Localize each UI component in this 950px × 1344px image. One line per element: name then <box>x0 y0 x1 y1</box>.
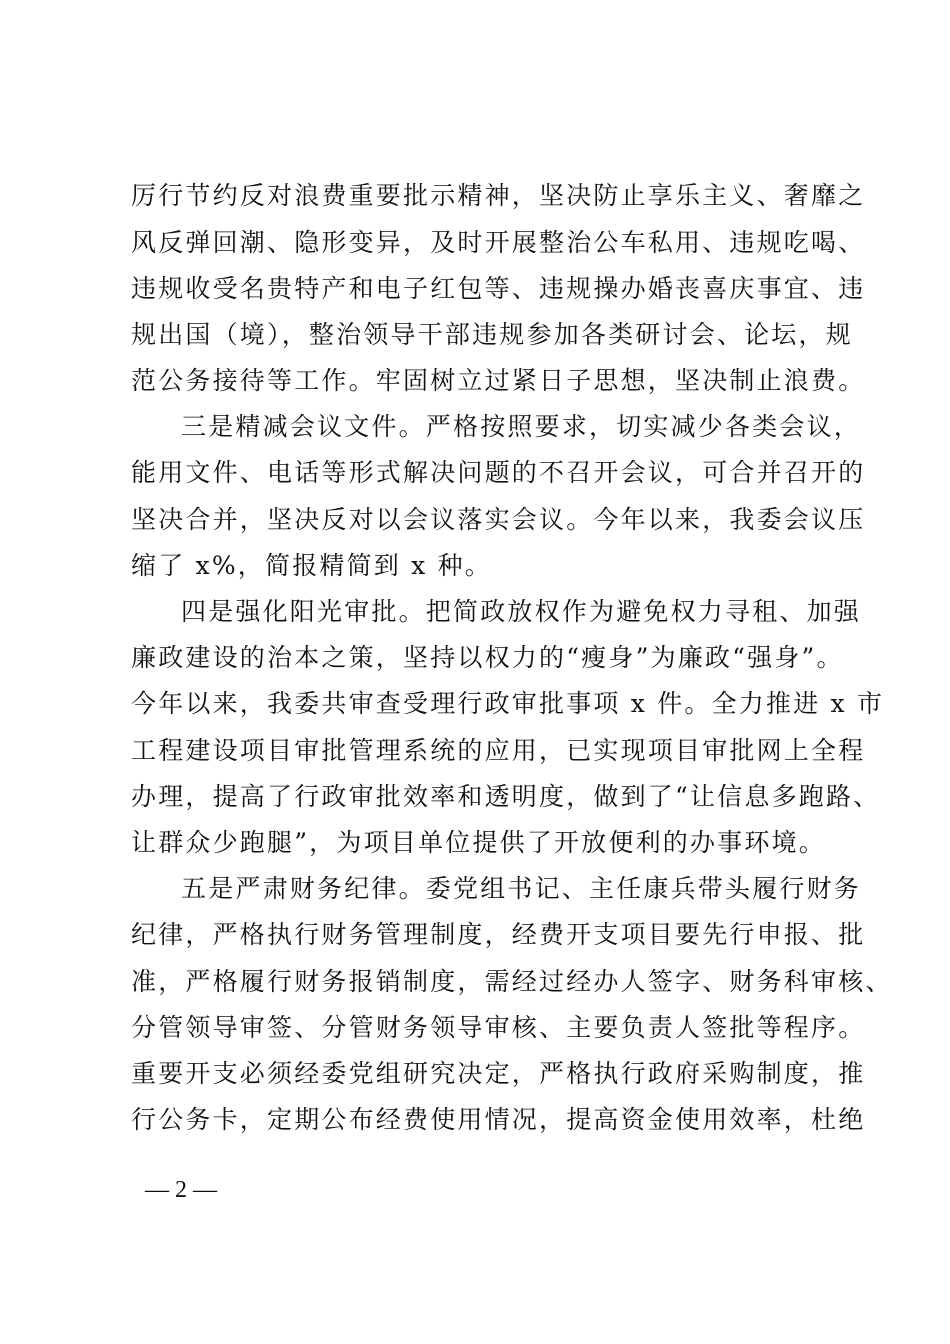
text-line-3: 违规收受名贵特产和电子红包等、违规操办婚丧喜庆事宜、违 <box>131 274 866 303</box>
text-line-5: 范公务接待等工作。牢固树立过紧日子思想，坚决制止浪费。 <box>131 366 866 395</box>
text-line-14: 办理，提高了行政审批效率和透明度，做到了“让信息多跑路、 <box>131 782 881 811</box>
text-line-17: 纪律，严格执行财务管理制度，经费开支项目要先行申报、批 <box>131 920 866 949</box>
text-line-20: 重要开支必须经委党组研究决定，严格执行政府采购制度，推 <box>131 1059 866 1088</box>
text-line-21: 行公务卡，定期公布经费使用情况，提高资金使用效率，杜绝 <box>131 1105 866 1134</box>
text-line-13: 工程建设项目审批管理系统的应用，已实现项目审批网上全程 <box>131 736 866 765</box>
text-line-12: 今年以来，我委共审查受理行政审批事项 x 件。全力推进 x 市 <box>131 689 885 718</box>
text-line-11: 廉政建设的治本之策，坚持以权力的“瘦身”为廉政“强身”。 <box>131 643 844 672</box>
page-number: — 2 — <box>145 1177 217 1203</box>
paragraph-4-heading-line: 四是强化阳光审批。把简政放权作为避免权力寻租、加强 <box>181 597 862 626</box>
text-line-7: 能用文件、电话等形式解决问题的不召开会议，可合并召开的 <box>131 458 866 487</box>
text-line-18: 准，严格履行财务报销制度，需经过经办人签字、财务科审核、 <box>131 967 893 996</box>
paragraph-3-heading-line: 三是精减会议文件。严格按照要求，切实减少各类会议， <box>181 412 862 441</box>
text-line-2: 风反弹回潮、隐形变异，及时开展整治公车私用、违规吃喝、 <box>131 228 866 257</box>
text-line-8: 坚决合并，坚决反对以会议落实会议。今年以来，我委会议压 <box>131 505 866 534</box>
text-line-1: 厉行节约反对浪费重要批示精神，坚决防止享乐主义、奢靡之 <box>131 181 866 210</box>
text-line-19: 分管领导审签、分管财务领导审核、主要负责人签批等程序。 <box>131 1013 866 1042</box>
paragraph-5-heading-line: 五是严肃财务纪律。委党组书记、主任康兵带头履行财务 <box>181 874 862 903</box>
text-line-15: 让群众少跑腿”，为项目单位提供了开放便利的办事环境。 <box>131 828 826 857</box>
text-line-9: 缩了 x%，简报精简到 x 种。 <box>131 551 492 580</box>
text-line-4: 规出国（境），整治领导干部违规参加各类研讨会、论坛，规 <box>131 320 853 349</box>
